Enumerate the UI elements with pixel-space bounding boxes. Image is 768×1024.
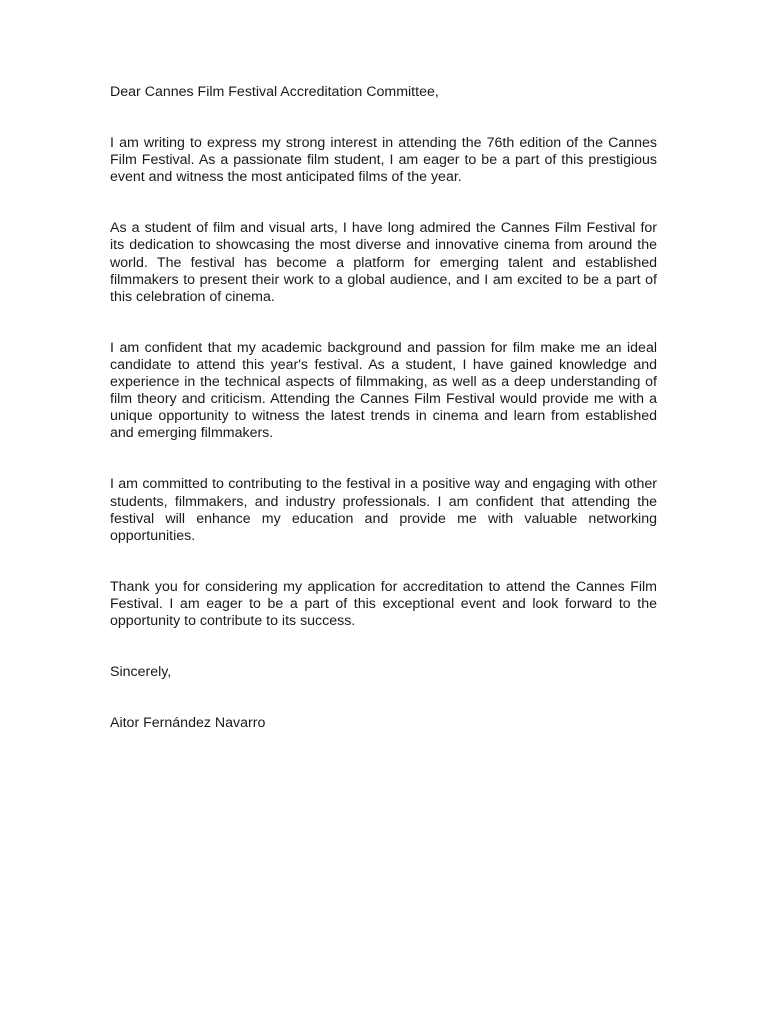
letter-paragraph-3: I am confident that my academic background and passion for film make me an ideal candidate to attend this year's festival. As a student, I have gained knowledge and experience in the technical aspects of filmmaking, as well as a deep understanding of film theory and criticism. Attending the Cannes Film Festival would provide me with a unique opportunity to witness the latest trends in cinema and learn from established and emerging filmmakers. bbox=[110, 339, 657, 442]
letter-body bbox=[110, 84, 657, 732]
letter-paragraph-2: As a student of film and visual arts, I have long admired the Cannes Film Festival for its dedication to showcasing the most diverse and innovative cinema from around the world. The festival has become a platform for emerging talent and established filmmakers to present their work to a global audience, and I am excited to be a part of this celebration of cinema. bbox=[110, 220, 657, 305]
letter-closing: Sincerely, bbox=[110, 664, 172, 681]
letter-salutation: Dear Cannes Film Festival Accreditation Committee, bbox=[110, 84, 439, 100]
letter-paragraph-5: Thank you for considering my application for accreditation to attend the Cannes Film Festival. I am eager to be a part of this exceptional event and look forward to the opportunity to contribute to its success. bbox=[110, 578, 657, 629]
letter-paragraph-4: I am committed to contributing to the festival in a positive way and engaging with other students, filmmakers, and industry professionals. I am confident that attending the festival will enhance my education and provide me with valuable networking opportunities. bbox=[110, 476, 657, 544]
letter-signature: Aitor Fernández Navarro bbox=[110, 715, 266, 732]
letter-paragraph-1: I am writing to express my strong interest in attending the 76th edition of the Cannes Film Festival. As a passionate film student, I am eager to be a part of this prestigious event and witness the most anticipated films of the year. bbox=[110, 135, 657, 186]
